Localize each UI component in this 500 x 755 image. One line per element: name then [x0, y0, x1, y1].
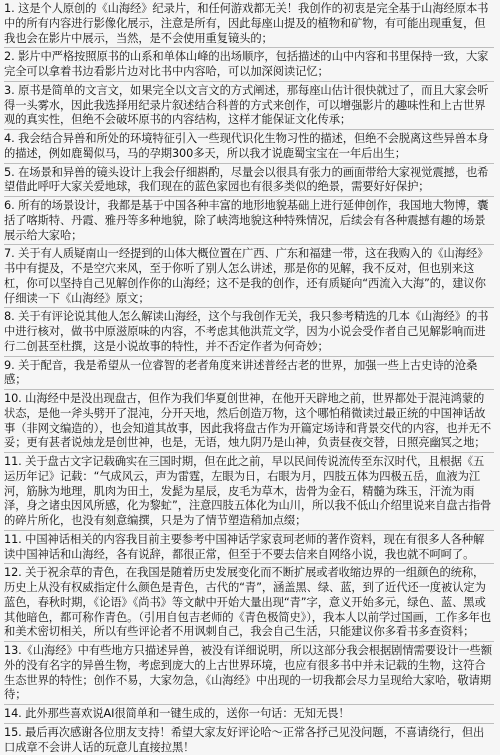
- paragraph-3: 3. 原书是简单的文言文，如果完全以文言文的方式阐述，那每座山估计很快就过了，而且大家会听得一头雾水，因此我选择用纪录片叙述结合科普的方式来创作，可以增强影片的趣味性和上古世界观的真实性，但绝不会破坏原书的内容结构，这样才能保证文化传承；: [4, 83, 489, 127]
- paragraph-2: 2. 影片中严格按照原书的山系和单体山峰的出场顺序，包括描述的山中内容和书里保持一致，大家完全可以拿着书边看影片边对比书中内容哈，可以加深阅读记忆；: [4, 50, 489, 78]
- paragraph-4: 4. 我会结合异兽和所处的环境特征引入一些现代识化生物习性的描述，但绝不会脱离这些异兽本身的描述，例如鹿蜀似马，马的孕期300多天，所以我才说鹿蜀宝宝在一年后出生；: [4, 132, 489, 160]
- divider: [4, 47, 494, 48]
- divider: [4, 196, 494, 197]
- divider: [4, 389, 494, 390]
- divider: [4, 163, 494, 164]
- paragraph-11a: 11. 关于盘古文字记载确实在三国时期，但在此之前，早以民间传说流传至东汉时代，且根据《五运历年记》记载：“气成风云，声为雷霆，左眼为日，右眼为月，四肢五体为四极五岳，血液为江河，筋脉为地理，肌肉为田土，发髭为星辰，皮毛为草木，齿骨为金石，精髓为珠玉，汗流为雨泽，身之诸虫因风所感，化为黎虻”，注意四肢五体化为山川，所以我不低山介绍里说来自盘古指骨的碎片所化，也没有刻意编撰，只是为了情节塑造稍加点缀；: [4, 455, 492, 527]
- divider: [4, 81, 494, 82]
- paragraph-15: 15. 最后再次感谢各位朋友支持！希望大家友好评论哈～正常各抒己见没问题，不喜请绕行，但出口成章不会讲人话的玩意儿直接拉黑！: [4, 725, 485, 754]
- paragraph-9: 9. 关于配音，我是希望从一位睿智的老者角度来讲述普经古老的世界，加强一些上古史诗的沧桑感；: [4, 358, 478, 387]
- divider: [4, 723, 494, 724]
- divider: [4, 356, 494, 357]
- paragraph-8: 8. 关于有评论说其他人怎么解读山海经，这个与我创作无关，我只参考精选的几本《山海经》的书中进行核对，做书中原滋原味的内容，不考虑其他洪荒文学，因为小说会受作者自己见解影响而进行二创甚至杜撰，这是小说故事的特性，并不否定作者为何奇妙；: [4, 310, 489, 353]
- divider: [4, 641, 494, 642]
- divider: [4, 530, 494, 531]
- divider: [4, 244, 494, 245]
- divider: [4, 563, 494, 564]
- divider: [4, 452, 494, 453]
- paragraph-7: 7. 关于有人质疑南山一经提到的山体大概位置在广西、广东和福建一带，这在我购入的《山海经》书中有提及，不是空穴来风，至于你听了别人怎么讲述，那是你的见解，我不反对，但也别来这杠，你可以坚持自己见解创作你的山海经；这不是我的创作，还有质疑向“西流入大海”的，建议你仔细读一下《山海经》原文；: [4, 247, 489, 305]
- divider: [4, 704, 494, 705]
- paragraph-10: 10. 山海经中是没出现盘古，但作为我们华夏创世神，在他开天辟地之前，世界都处于混沌鸿蒙的状态，是他一斧头劈开了混沌，分开天地，然后创造万物，这个哪怕稍微读过最正统的中国神话故事（非网文编造的），也会知道其故事，因此我将盘古作为开篇定场诗和背景交代的内容，也并无不妥；更有甚者说烛龙是创世神，也是，无语，烛九阴乃是山神，负责昼夜交替，日照亮幽冥之地；: [4, 392, 492, 450]
- paragraph-13: 13.《山海经》中有些地方只描述异兽，被没有详细说明，所以这部分我会根据剧情需要设计一些额外的没有名字的异兽生物，考虑到庞大的上古世界环境，也应有很多书中并未记载的生物，这符合生态世界的特性；创作不易，大家勿急，《山海经》中出现的一切我都会尽力呈现给大家哈，敬请期待；: [4, 644, 492, 702]
- divider: [4, 307, 494, 308]
- paragraph-6: 6. 所有的场景设计，我都是基于中国各种丰富的地形地貌基础上进行延伸创作，我国地大物博，囊括了喀斯特、丹霞、雅丹等多种地貌，除了峡湾地貌这种特殊情况，后续会有各种震撼有趣的场景展示给大家哈；: [4, 199, 489, 242]
- paragraph-1: 1. 这是个人原创的《山海经》纪录片，和任何游戏都无关！我创作的初衷是完全基于山海经原本书中的所有内容进行影像化展示，注意是所有，因此每座山提及的植物和矿物，有可能出现重复，但我也会在影片中展示，当然，是不会使用重复镜头的；: [4, 2, 489, 45]
- paragraph-11b: 11. 中国神话相关的内容我目前主要参考中国神话学家袁珂老师的著作资料，现在有很多人各种解读中国神话和山海经，各有说辞，都很正常，但至于不要去信来自网络小说，我也就不呵呵了。: [4, 532, 485, 561]
- divider: [4, 129, 494, 130]
- paragraph-5: 5. 在场景和异兽的镜头设计上我会仔细斟酌，尽量会以很具有张力的画面带给大家视觉震撼，也希望借此呼吁大家关爱地球，我们现在的蓝色家园也有很多类似的绝景，需要好好保护；: [4, 165, 489, 194]
- paragraph-14: 14. 此外那些喜欢说AI很简单和一键生成的，送你一句话：无知无畏！: [4, 707, 350, 720]
- paragraph-12: 12. 关于祝余草的青色，在我国是随着历史发展变化而不断扩展或者收缩边界的一组颜色的统称，历史上从没有权威指定什么颜色是青色，古代的“青”，涵盖黑、绿、蓝，到了近代还一度被认定为蓝色，春秋时期，《论语》《尚书》等文献中开始大量出现“青”字，意义开始多元，绿色、蓝、黑或其他暗色，都可称作青色。（引用自包吉老师的《青色极简史》），我本人以前学过国画，工作多年也和美术密切相关，所以有些评论者不用讽刺自己，我会自己生活，只能建议你多看书多查资料；: [4, 566, 491, 639]
